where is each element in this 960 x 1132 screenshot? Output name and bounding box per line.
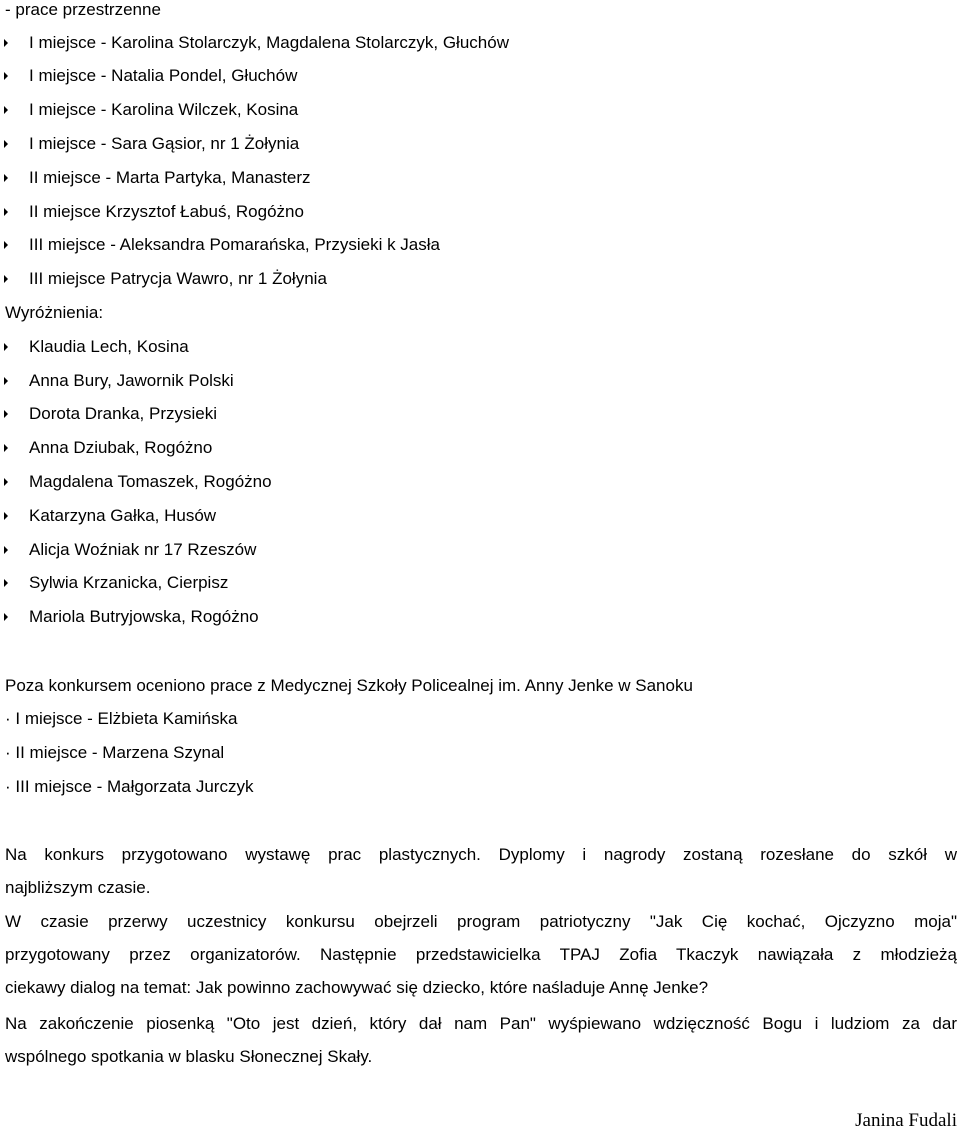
paragraph-line: najbliższym czasie. [5, 878, 151, 897]
paragraph-line: ciekawy dialog na temat: Jak powinno zachowywać się dziecko, które naśladuje Annę Jenke? [5, 978, 709, 997]
triangle-bullet-icon [4, 39, 8, 47]
triangle-bullet-icon [4, 512, 8, 520]
triangle-bullet-icon [4, 275, 8, 283]
paragraph-line: W czasie przerwy uczestnicy konkursu obejrzeli program patriotyczny "Jak Cię kochać, Ojczyzno moja" [5, 912, 957, 931]
triangle-bullet-icon [4, 613, 8, 621]
triangle-bullet-icon [4, 241, 8, 249]
triangle-bullet-icon [4, 546, 8, 554]
triangle-bullet-icon [4, 343, 8, 351]
triangle-bullet-icon [4, 579, 8, 587]
triangle-bullet-icon [4, 208, 8, 216]
paragraph-line: wspólnego spotkania w blasku Słonecznej Skały. [5, 1047, 373, 1066]
list-item: · III miejsce - Małgorzata Jurczyk [5, 777, 254, 796]
paragraph-line: Na konkurs przygotowano wystawę prac plastycznych. Dyplomy i nagrody zostaną rozesłane do szkół w [5, 845, 957, 864]
triangle-bullet-icon [4, 106, 8, 114]
paragraph-exhibition [5, 845, 957, 911]
triangle-bullet-icon [4, 140, 8, 148]
list-item: · II miejsce - Marzena Szynal [5, 743, 225, 762]
triangle-bullet-icon [4, 174, 8, 182]
triangle-bullet-icon [4, 410, 8, 418]
section-label: - prace przestrzenne [5, 0, 161, 19]
triangle-bullet-icon [4, 377, 8, 385]
author-signature: Janina Fudali [855, 1110, 957, 1131]
triangle-bullet-icon [4, 72, 8, 80]
distinctions-heading: Wyróżnienia: [5, 303, 104, 322]
paragraph-closing [5, 1014, 957, 1080]
triangle-bullet-icon [4, 478, 8, 486]
triangle-bullet-icon [4, 444, 8, 452]
paragraph-line: przygotowany przez organizatorów. Następnie przedstawicielka TPAJ Zofia Tkaczyk nawiązała z młodzieżą [5, 945, 957, 964]
paragraph-program [5, 912, 957, 1011]
list-item: · I miejsce - Elżbieta Kamińska [5, 709, 238, 728]
outside-competition-heading: Poza konkursem oceniono prace z Medycznej Szkoły Policealnej im. Anny Jenke w Sanoku [5, 676, 693, 695]
paragraph-line: Na zakończenie piosenką "Oto jest dzień, który dał nam Pan" wyśpiewano wdzięczność Bogu i ludziom za dar [5, 1014, 957, 1033]
